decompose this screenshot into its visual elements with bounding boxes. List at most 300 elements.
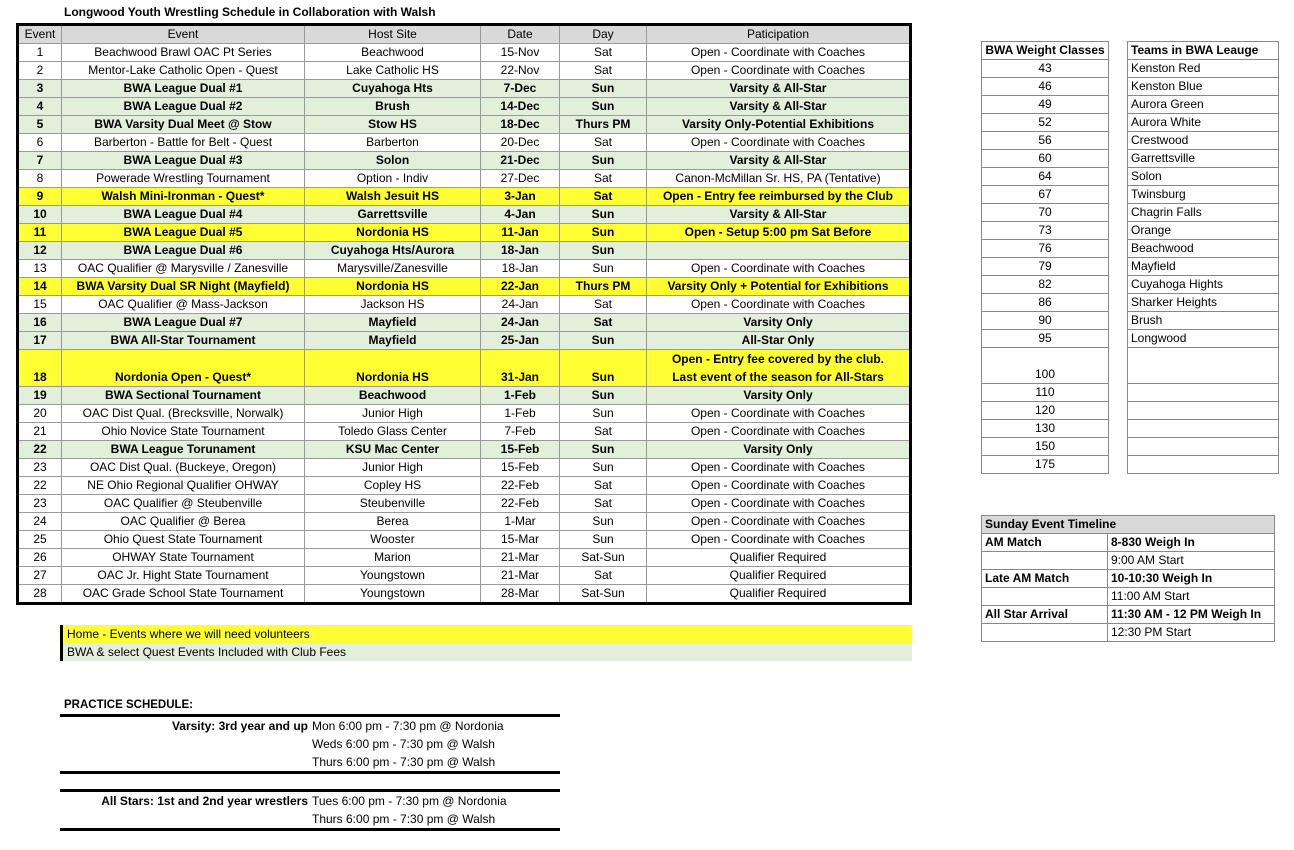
event-row [18,260,911,278]
spacer [1109,420,1128,438]
event-participation [647,296,911,314]
side-row [982,78,1279,96]
participation-text: Varsity & All-Star [729,81,827,95]
event-date: 28-Mar [481,585,560,604]
event-row [18,549,911,567]
participation-text: Open - Setup 5:00 pm Sat Before [684,225,872,239]
spacer [1109,258,1128,276]
weight-class: 49 [982,96,1109,114]
event-row [18,495,911,513]
spacer [1109,78,1128,96]
weight-classes-header: BWA Weight Classes [982,42,1109,60]
participation-text: Qualifier Required [729,550,827,564]
event-num: 20 [18,405,62,423]
timeline-row [982,606,1275,624]
weight-class: 76 [982,240,1109,258]
event-participation [647,152,911,170]
side-row [982,258,1279,276]
legend-home: Home - Events where we will need volunteers [60,625,912,643]
practice-time: Thurs 6:00 pm - 7:30 pm @ Walsh [312,755,496,769]
weight-class: 175 [982,456,1109,474]
participation-text: Open - Coordinate with Coaches [690,496,866,510]
event-row [18,206,911,224]
event-event: OAC Qualifier @ Berea [62,513,305,531]
spacer [1109,114,1128,132]
side-row [982,168,1279,186]
practice-row [60,717,560,735]
event-event: BWA League Dual #3 [62,152,305,170]
schedule-table [16,23,912,605]
side-row [982,222,1279,240]
event-date: 15-Mar [481,531,560,549]
column-header: Date [481,25,560,44]
side-row [982,186,1279,204]
event-day: Sun [560,224,647,242]
participation-text: Open - Coordinate with Coaches [690,63,866,77]
spacer [1109,312,1128,330]
spacer [1109,60,1128,78]
event-row [18,134,911,152]
event-row [18,296,911,314]
event-event: Beachwood Brawl OAC Pt Series [62,44,305,62]
event-day: Sun [560,242,647,260]
event-date: 11-Jan [481,224,560,242]
participation-text: Varsity Only [743,315,813,329]
team-name: Sharker Heights [1128,294,1279,312]
event-day: Sat-Sun [560,549,647,567]
event-event: BWA League Dual #1 [62,80,305,98]
event-num: 22 [18,477,62,495]
event-day: Sat [560,44,647,62]
event-event: OAC Qualifier @ Mass-Jackson [62,296,305,314]
event-participation [647,531,911,549]
event-event: Ohio Novice State Tournament [62,423,305,441]
participation-text: Varsity Only + Potential for Exhibitions [667,279,889,293]
practice-time: Tues 6:00 pm - 7:30 pm @ Nordonia [312,794,507,808]
weight-class: 82 [982,276,1109,294]
event-row [18,531,911,549]
spacer [1109,348,1128,384]
event-num: 17 [18,332,62,350]
event-day: Sun [560,152,647,170]
weight-class: 46 [982,78,1109,96]
event-day: Sun [560,260,647,278]
event-event: Barberton - Battle for Belt - Quest [62,134,305,152]
event-date: 20-Dec [481,134,560,152]
event-row [18,387,911,405]
event-row [18,188,911,206]
event-date: 4-Jan [481,206,560,224]
event-date: 18-Jan [481,260,560,278]
event-day: Sat [560,477,647,495]
event-day: Sat [560,188,647,206]
side-row [982,204,1279,222]
event-host: Mayfield [305,332,481,350]
column-header: Event [62,25,305,44]
event-host: Copley HS [305,477,481,495]
event-row [18,314,911,332]
event-participation [647,44,911,62]
event-host: Garrettsville [305,206,481,224]
event-row [18,152,911,170]
event-date: 1-Feb [481,405,560,423]
practice-group-label [60,753,312,771]
event-event: BWA All-Star Tournament [62,332,305,350]
timeline-label: All Star Arrival [982,606,1108,624]
event-date: 22-Feb [481,495,560,513]
team-name: Beachwood [1128,240,1279,258]
event-num: 4 [18,98,62,116]
timeline-label: AM Match [982,534,1108,552]
participation-text: Varsity & All-Star [729,153,827,167]
event-participation [647,423,911,441]
event-host: Nordonia HS [305,278,481,296]
participation-text: Varsity & All-Star [729,99,827,113]
event-date: 14-Dec [481,98,560,116]
weight-class: 120 [982,402,1109,420]
event-event: OAC Dist Qual. (Brecksville, Norwalk) [62,405,305,423]
event-host: Marysville/Zanesville [305,260,481,278]
practice-allstars [60,789,560,831]
column-header: Event [18,25,62,44]
participation-text: Open - Entry fee covered by the club. [671,352,885,366]
practice-row [60,753,560,771]
event-num: 14 [18,278,62,296]
event-event: BWA Varsity Dual SR Night (Mayfield) [62,278,305,296]
event-day: Sat [560,314,647,332]
spacer [1109,456,1128,474]
event-date: 21-Mar [481,567,560,585]
event-num: 27 [18,567,62,585]
event-date: 22-Feb [481,477,560,495]
event-date: 7-Feb [481,423,560,441]
event-host: Brush [305,98,481,116]
event-day: Sat [560,134,647,152]
practice-varsity [60,714,560,774]
event-num: 24 [18,513,62,531]
side-row [982,60,1279,78]
event-num: 5 [18,116,62,134]
practice-group-label [60,735,312,753]
event-host: Junior High [305,405,481,423]
timeline-value: 11:30 AM - 12 PM Weigh In [1108,606,1275,624]
event-row [18,405,911,423]
timeline-row [982,570,1275,588]
event-event: OAC Qualifier @ Steubenville [62,495,305,513]
event-participation [647,495,911,513]
column-header: Paticipation [647,25,911,44]
practice-time: Mon 6:00 pm - 7:30 pm @ Nordonia [312,719,504,733]
event-participation [647,170,911,188]
event-row [18,98,911,116]
event-participation [647,459,911,477]
side-row [982,312,1279,330]
sheet-title: Longwood Youth Wrestling Schedule in Collaboration with Walsh [64,5,436,19]
event-row [18,278,911,296]
event-host: Cuyahoga Hts [305,80,481,98]
weight-class: 100 [982,348,1109,384]
event-day: Sat [560,423,647,441]
event-date: 1-Mar [481,513,560,531]
event-participation [647,206,911,224]
event-host: Youngstown [305,585,481,604]
event-host: Solon [305,152,481,170]
practice-title: PRACTICE SCHEDULE: [64,699,194,711]
event-participation [647,513,911,531]
event-host: Youngstown [305,567,481,585]
event-participation [647,441,911,459]
event-date: 18-Jan [481,242,560,260]
event-host: Option - Indiv [305,170,481,188]
event-participation [647,62,911,80]
event-event: Walsh Mini-Ironman - Quest* [62,188,305,206]
team-name: Crestwood [1128,132,1279,150]
event-row [18,170,911,188]
event-participation [647,260,911,278]
event-row [18,80,911,98]
event-event: NE Ohio Regional Qualifier OHWAY [62,477,305,495]
event-num: 9 [18,188,62,206]
team-empty [1128,438,1279,456]
team-name: Chagrin Falls [1128,204,1279,222]
event-row [18,116,911,134]
event-date: 21-Mar [481,549,560,567]
team-name: Twinsburg [1128,186,1279,204]
weight-class: 43 [982,60,1109,78]
event-num: 12 [18,242,62,260]
spacer [1109,96,1128,114]
timeline-value: 10-10:30 Weigh In [1108,570,1275,588]
event-participation [647,134,911,152]
event-num: 2 [18,62,62,80]
participation-text: Open - Coordinate with Coaches [690,135,866,149]
participation-text: Open - Coordinate with Coaches [690,478,866,492]
event-participation [647,405,911,423]
event-num: 7 [18,152,62,170]
participation-text: All-Star Only [741,333,815,347]
participation-text-2: Last event of the season for All-Stars [672,370,884,384]
event-participation [647,224,911,242]
spacer [1109,384,1128,402]
event-num: 22 [18,441,62,459]
event-row [18,62,911,80]
timeline-value: 9:00 AM Start [1108,552,1275,570]
event-day: Sun [560,441,647,459]
event-date: 15-Nov [481,44,560,62]
participation-text: Open - Coordinate with Coaches [690,424,866,438]
timeline-label [982,588,1108,606]
weight-class: 79 [982,258,1109,276]
weight-class: 90 [982,312,1109,330]
spacer [1109,42,1128,60]
spacer [1109,402,1128,420]
event-participation [647,585,911,604]
spacer [1109,132,1128,150]
weight-class: 86 [982,294,1109,312]
event-event: Powerade Wrestling Tournament [62,170,305,188]
team-name: Garrettsville [1128,150,1279,168]
table-header-row [18,25,911,44]
participation-text: Varsity Only [743,442,813,456]
side-row [982,456,1279,474]
team-name: Aurora Green [1128,96,1279,114]
event-participation [647,350,911,387]
timeline-value: 12:30 PM Start [1108,624,1275,642]
spacer [1109,294,1128,312]
event-row [18,332,911,350]
event-day: Sun [560,206,647,224]
event-participation [647,387,911,405]
event-num: 19 [18,387,62,405]
side-row [982,150,1279,168]
timeline-row [982,624,1275,642]
event-row [18,459,911,477]
event-event: BWA League Dual #7 [62,314,305,332]
participation-text: Open - Coordinate with Coaches [690,297,866,311]
participation-text: Varsity Only-Potential Exhibitions [681,117,875,131]
event-date: 22-Jan [481,278,560,296]
side-row [982,276,1279,294]
spacer [1109,204,1128,222]
event-row [18,585,911,604]
practice-group-label [60,810,312,828]
participation-text: Open - Coordinate with Coaches [690,532,866,546]
event-event: BWA League Dual #5 [62,224,305,242]
side-row [982,420,1279,438]
event-date: 31-Jan [481,350,560,387]
teams-header: Teams in BWA Leauge [1128,42,1279,60]
event-participation [647,242,911,260]
sunday-timeline-table [981,515,1275,642]
event-participation [647,477,911,495]
event-event: BWA League Dual #6 [62,242,305,260]
weight-class: 70 [982,204,1109,222]
event-num: 1 [18,44,62,62]
weight-class: 130 [982,420,1109,438]
event-host: Stow HS [305,116,481,134]
event-participation [647,332,911,350]
team-empty [1128,402,1279,420]
event-num: 13 [18,260,62,278]
event-day: Sun [560,80,647,98]
weight-class: 73 [982,222,1109,240]
event-row [18,441,911,459]
participation-text: Open - Coordinate with Coaches [690,406,866,420]
side-row [982,132,1279,150]
event-row [18,224,911,242]
event-event: BWA Varsity Dual Meet @ Stow [62,116,305,134]
weight-class: 67 [982,186,1109,204]
event-event: Mentor-Lake Catholic Open - Quest [62,62,305,80]
event-date: 15-Feb [481,459,560,477]
event-day: Sun [560,98,647,116]
event-date: 7-Dec [481,80,560,98]
weight-class: 56 [982,132,1109,150]
event-participation [647,278,911,296]
team-empty [1128,384,1279,402]
event-num: 15 [18,296,62,314]
spacer [1109,186,1128,204]
event-host: KSU Mac Center [305,441,481,459]
event-num: 8 [18,170,62,188]
event-num: 26 [18,549,62,567]
side-row [982,402,1279,420]
event-date: 24-Jan [481,314,560,332]
event-host: Berea [305,513,481,531]
event-day: Sat-Sun [560,585,647,604]
practice-time: Thurs 6:00 pm - 7:30 pm @ Walsh [312,812,496,826]
event-host: Toledo Glass Center [305,423,481,441]
team-name: Solon [1128,168,1279,186]
event-day: Sun [560,459,647,477]
weight-class: 60 [982,150,1109,168]
event-date: 18-Dec [481,116,560,134]
event-day: Sat [560,567,647,585]
event-host: Cuyahoga Hts/Aurora [305,242,481,260]
side-row [982,42,1279,60]
team-name: Kenston Red [1128,60,1279,78]
participation-text: Open - Coordinate with Coaches [690,261,866,275]
weight-class: 95 [982,330,1109,348]
spacer [1109,168,1128,186]
timeline-title: Sunday Event Timeline [982,516,1275,534]
spacer [1109,222,1128,240]
event-participation [647,188,911,206]
event-event: OAC Jr. Hight State Tournament [62,567,305,585]
event-host: Jackson HS [305,296,481,314]
event-num: 6 [18,134,62,152]
event-event: OAC Qualifier @ Marysville / Zanesville [62,260,305,278]
event-host: Barberton [305,134,481,152]
timeline-row [982,588,1275,606]
side-row [982,348,1279,384]
event-row [18,567,911,585]
event-day: Sun [560,350,647,387]
team-name: Kenston Blue [1128,78,1279,96]
event-date: 24-Jan [481,296,560,314]
participation-text: Qualifier Required [729,586,827,600]
event-num: 18 [18,350,62,387]
event-event: Nordonia Open - Quest* [62,350,305,387]
weight-class: 64 [982,168,1109,186]
weight-class: 150 [982,438,1109,456]
event-event: BWA League Dual #4 [62,206,305,224]
event-num: 10 [18,206,62,224]
event-event: OHWAY State Tournament [62,549,305,567]
practice-row [60,810,560,828]
event-participation [647,549,911,567]
event-event: BWA Sectional Tournament [62,387,305,405]
practice-row [60,735,560,753]
event-day: Sun [560,332,647,350]
team-name: Longwood [1128,330,1279,348]
column-header: Host Site [305,25,481,44]
event-participation [647,98,911,116]
event-participation [647,116,911,134]
event-date: 22-Nov [481,62,560,80]
team-empty [1128,456,1279,474]
timeline-label: Late AM Match [982,570,1108,588]
event-event: OAC Dist Qual. (Buckeye, Oregon) [62,459,305,477]
event-num: 23 [18,495,62,513]
participation-text: Open - Coordinate with Coaches [690,460,866,474]
event-date: 25-Jan [481,332,560,350]
spacer [1109,240,1128,258]
weight-class: 110 [982,384,1109,402]
team-name: Orange [1128,222,1279,240]
event-num: 3 [18,80,62,98]
practice-row [60,792,560,810]
